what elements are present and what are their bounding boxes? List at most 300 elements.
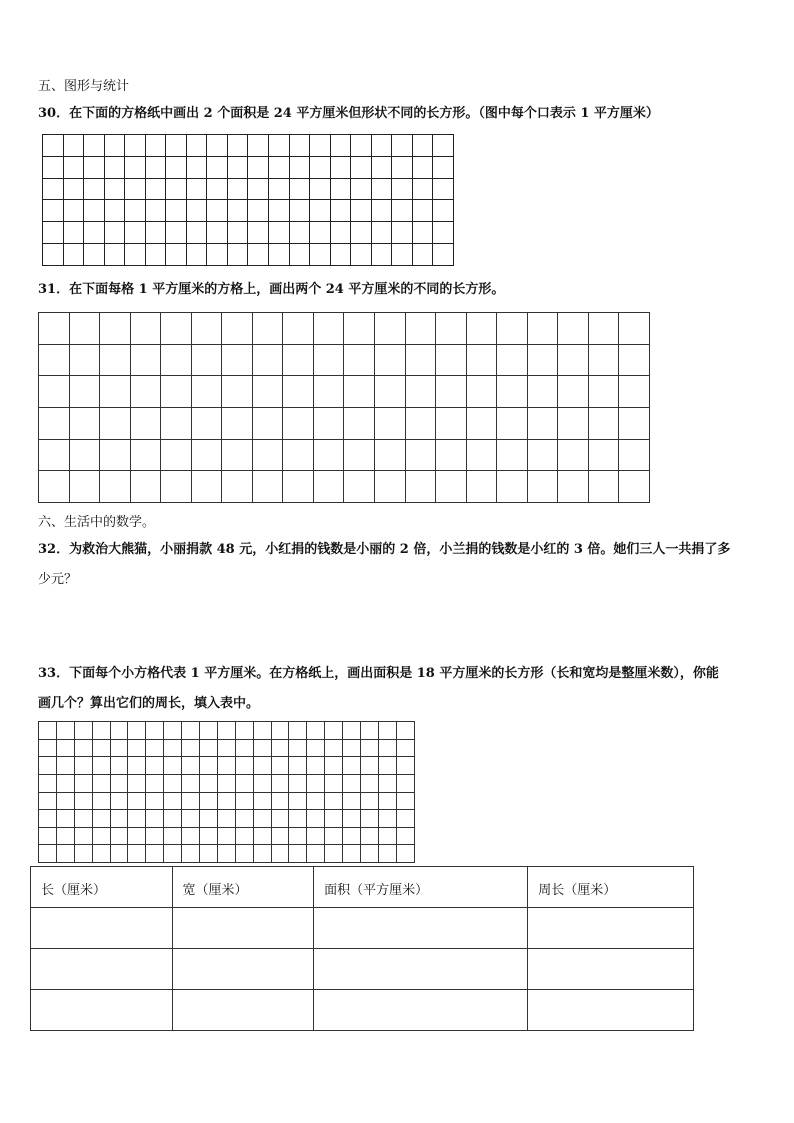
grid-cell[interactable] xyxy=(186,200,207,222)
grid-cell[interactable] xyxy=(344,376,375,408)
grid-cell[interactable] xyxy=(343,792,361,810)
grid-cell[interactable] xyxy=(110,792,128,810)
grid-cell[interactable] xyxy=(351,156,372,178)
grid-cell[interactable] xyxy=(92,845,110,863)
grid-cell[interactable] xyxy=(405,344,436,376)
grid-cell[interactable] xyxy=(289,722,307,740)
table-cell[interactable] xyxy=(528,908,694,949)
grid-cell[interactable] xyxy=(497,376,528,408)
grid-cell[interactable] xyxy=(63,200,84,222)
grid-cell[interactable] xyxy=(558,407,589,439)
grid-cell[interactable] xyxy=(235,792,253,810)
grid-cell[interactable] xyxy=(207,156,228,178)
grid-cell[interactable] xyxy=(253,792,271,810)
grid-cell[interactable] xyxy=(39,774,57,792)
table-cell[interactable] xyxy=(172,908,314,949)
grid-cell[interactable] xyxy=(405,376,436,408)
grid-cell[interactable] xyxy=(39,739,57,757)
grid-cell[interactable] xyxy=(166,135,187,157)
grid-cell[interactable] xyxy=(436,471,467,503)
grid-cell[interactable] xyxy=(375,376,406,408)
grid-cell[interactable] xyxy=(182,792,200,810)
grid-cell[interactable] xyxy=(330,156,351,178)
grid-cell[interactable] xyxy=(436,407,467,439)
grid-cell[interactable] xyxy=(361,739,379,757)
grid-cell[interactable] xyxy=(125,200,146,222)
grid-cell[interactable] xyxy=(371,222,392,244)
grid-cell[interactable] xyxy=(378,739,396,757)
grid-cell[interactable] xyxy=(100,471,131,503)
grid-cell[interactable] xyxy=(92,827,110,845)
grid-cell[interactable] xyxy=(164,774,182,792)
grid-cell[interactable] xyxy=(128,845,146,863)
grid-cell[interactable] xyxy=(325,792,343,810)
grid-cell[interactable] xyxy=(39,757,57,775)
grid-cell[interactable] xyxy=(351,135,372,157)
grid-cell[interactable] xyxy=(145,222,166,244)
grid-cell[interactable] xyxy=(84,135,105,157)
grid-cell[interactable] xyxy=(361,827,379,845)
grid-cell[interactable] xyxy=(164,739,182,757)
grid-cell[interactable] xyxy=(330,222,351,244)
grid-cell[interactable] xyxy=(235,810,253,828)
grid-cell[interactable] xyxy=(146,722,164,740)
grid-cell[interactable] xyxy=(436,313,467,345)
grid-cell[interactable] xyxy=(343,774,361,792)
grid-q33[interactable] xyxy=(38,721,415,863)
table-cell[interactable] xyxy=(314,908,528,949)
grid-cell[interactable] xyxy=(217,774,235,792)
grid-cell[interactable] xyxy=(100,313,131,345)
grid-cell[interactable] xyxy=(289,156,310,178)
grid-cell[interactable] xyxy=(74,810,92,828)
grid-cell[interactable] xyxy=(161,471,192,503)
grid-cell[interactable] xyxy=(200,845,218,863)
grid-cell[interactable] xyxy=(269,156,290,178)
grid-cell[interactable] xyxy=(378,810,396,828)
grid-cell[interactable] xyxy=(227,156,248,178)
grid-cell[interactable] xyxy=(271,774,289,792)
grid-cell[interactable] xyxy=(182,739,200,757)
grid-cell[interactable] xyxy=(92,739,110,757)
grid-cell[interactable] xyxy=(166,222,187,244)
grid-cell[interactable] xyxy=(436,439,467,471)
grid-cell[interactable] xyxy=(343,810,361,828)
grid-cell[interactable] xyxy=(191,313,222,345)
grid-cell[interactable] xyxy=(269,200,290,222)
grid-cell[interactable] xyxy=(104,200,125,222)
grid-cell[interactable] xyxy=(361,810,379,828)
grid-cell[interactable] xyxy=(128,827,146,845)
grid-cell[interactable] xyxy=(110,774,128,792)
grid-cell[interactable] xyxy=(191,471,222,503)
grid-cell[interactable] xyxy=(396,792,414,810)
grid-cell[interactable] xyxy=(161,313,192,345)
table-cell[interactable] xyxy=(172,990,314,1031)
grid-cell[interactable] xyxy=(396,757,414,775)
grid-cell[interactable] xyxy=(412,200,433,222)
grid-cell[interactable] xyxy=(325,810,343,828)
grid-cell[interactable] xyxy=(248,244,269,266)
grid-cell[interactable] xyxy=(433,244,454,266)
grid-cell[interactable] xyxy=(253,827,271,845)
grid-cell[interactable] xyxy=(164,845,182,863)
grid-cell[interactable] xyxy=(110,739,128,757)
grid-cell[interactable] xyxy=(217,827,235,845)
grid-cell[interactable] xyxy=(436,376,467,408)
grid-cell[interactable] xyxy=(392,222,413,244)
grid-cell[interactable] xyxy=(200,722,218,740)
grid-cell[interactable] xyxy=(128,757,146,775)
grid-cell[interactable] xyxy=(283,407,314,439)
grid-cell[interactable] xyxy=(344,344,375,376)
grid-cell[interactable] xyxy=(283,376,314,408)
grid-cell[interactable] xyxy=(235,827,253,845)
grid-cell[interactable] xyxy=(375,439,406,471)
grid-cell[interactable] xyxy=(253,845,271,863)
grid-cell[interactable] xyxy=(343,739,361,757)
grid-cell[interactable] xyxy=(433,200,454,222)
grid-cell[interactable] xyxy=(371,156,392,178)
grid-cell[interactable] xyxy=(92,810,110,828)
grid-cell[interactable] xyxy=(74,774,92,792)
grid-cell[interactable] xyxy=(43,200,64,222)
grid-cell[interactable] xyxy=(56,722,74,740)
grid-cell[interactable] xyxy=(313,376,344,408)
grid-cell[interactable] xyxy=(289,845,307,863)
grid-cell[interactable] xyxy=(396,845,414,863)
grid-cell[interactable] xyxy=(146,810,164,828)
grid-cell[interactable] xyxy=(466,344,497,376)
grid-cell[interactable] xyxy=(344,439,375,471)
grid-cell[interactable] xyxy=(161,439,192,471)
grid-cell[interactable] xyxy=(307,792,325,810)
grid-cell[interactable] xyxy=(271,845,289,863)
grid-cell[interactable] xyxy=(145,200,166,222)
grid-cell[interactable] xyxy=(130,376,161,408)
grid-cell[interactable] xyxy=(371,244,392,266)
grid-cell[interactable] xyxy=(110,722,128,740)
grid-cell[interactable] xyxy=(166,200,187,222)
grid-cell[interactable] xyxy=(222,376,253,408)
grid-cell[interactable] xyxy=(104,244,125,266)
grid-cell[interactable] xyxy=(325,739,343,757)
grid-cell[interactable] xyxy=(207,222,228,244)
grid-cell[interactable] xyxy=(222,407,253,439)
grid-cell[interactable] xyxy=(619,407,650,439)
grid-cell[interactable] xyxy=(43,156,64,178)
grid-cell[interactable] xyxy=(56,810,74,828)
grid-cell[interactable] xyxy=(186,222,207,244)
grid-cell[interactable] xyxy=(271,739,289,757)
grid-cell[interactable] xyxy=(392,156,413,178)
grid-cell[interactable] xyxy=(146,845,164,863)
grid-cell[interactable] xyxy=(182,845,200,863)
grid-cell[interactable] xyxy=(325,827,343,845)
grid-cell[interactable] xyxy=(43,178,64,200)
grid-cell[interactable] xyxy=(344,313,375,345)
grid-cell[interactable] xyxy=(161,344,192,376)
grid-cell[interactable] xyxy=(361,792,379,810)
grid-cell[interactable] xyxy=(271,722,289,740)
grid-q30[interactable] xyxy=(42,134,454,266)
grid-cell[interactable] xyxy=(217,845,235,863)
grid-cell[interactable] xyxy=(330,244,351,266)
grid-cell[interactable] xyxy=(69,471,100,503)
grid-cell[interactable] xyxy=(227,222,248,244)
grid-cell[interactable] xyxy=(56,792,74,810)
grid-cell[interactable] xyxy=(378,774,396,792)
grid-cell[interactable] xyxy=(125,178,146,200)
grid-cell[interactable] xyxy=(307,757,325,775)
grid-cell[interactable] xyxy=(396,810,414,828)
grid-cell[interactable] xyxy=(310,156,331,178)
grid-cell[interactable] xyxy=(74,722,92,740)
grid-cell[interactable] xyxy=(253,757,271,775)
table-cell[interactable] xyxy=(172,949,314,990)
grid-cell[interactable] xyxy=(253,810,271,828)
grid-cell[interactable] xyxy=(222,439,253,471)
grid-cell[interactable] xyxy=(325,774,343,792)
grid-cell[interactable] xyxy=(100,407,131,439)
grid-cell[interactable] xyxy=(252,344,283,376)
grid-cell[interactable] xyxy=(146,792,164,810)
grid-cell[interactable] xyxy=(56,774,74,792)
grid-cell[interactable] xyxy=(56,845,74,863)
table-cell[interactable] xyxy=(31,949,173,990)
grid-cell[interactable] xyxy=(191,439,222,471)
grid-cell[interactable] xyxy=(378,827,396,845)
grid-cell[interactable] xyxy=(110,810,128,828)
grid-cell[interactable] xyxy=(128,792,146,810)
grid-cell[interactable] xyxy=(207,178,228,200)
grid-cell[interactable] xyxy=(289,757,307,775)
grid-cell[interactable] xyxy=(130,344,161,376)
grid-cell[interactable] xyxy=(146,774,164,792)
grid-cell[interactable] xyxy=(271,757,289,775)
grid-cell[interactable] xyxy=(207,200,228,222)
grid-cell[interactable] xyxy=(128,722,146,740)
grid-cell[interactable] xyxy=(235,757,253,775)
grid-cell[interactable] xyxy=(307,774,325,792)
grid-cell[interactable] xyxy=(227,178,248,200)
grid-cell[interactable] xyxy=(130,313,161,345)
grid-cell[interactable] xyxy=(378,757,396,775)
grid-cell[interactable] xyxy=(227,244,248,266)
grid-cell[interactable] xyxy=(130,407,161,439)
grid-cell[interactable] xyxy=(392,244,413,266)
grid-cell[interactable] xyxy=(200,757,218,775)
grid-cell[interactable] xyxy=(182,757,200,775)
grid-cell[interactable] xyxy=(39,845,57,863)
grid-cell[interactable] xyxy=(361,757,379,775)
grid-cell[interactable] xyxy=(186,135,207,157)
grid-cell[interactable] xyxy=(392,200,413,222)
grid-cell[interactable] xyxy=(252,439,283,471)
grid-cell[interactable] xyxy=(466,471,497,503)
grid-cell[interactable] xyxy=(558,439,589,471)
grid-cell[interactable] xyxy=(39,313,70,345)
grid-cell[interactable] xyxy=(283,439,314,471)
grid-cell[interactable] xyxy=(253,739,271,757)
grid-cell[interactable] xyxy=(164,792,182,810)
grid-cell[interactable] xyxy=(104,178,125,200)
grid-cell[interactable] xyxy=(39,344,70,376)
grid-cell[interactable] xyxy=(588,407,619,439)
grid-cell[interactable] xyxy=(161,407,192,439)
grid-cell[interactable] xyxy=(310,178,331,200)
grid-cell[interactable] xyxy=(619,344,650,376)
grid-cell[interactable] xyxy=(307,810,325,828)
grid-cell[interactable] xyxy=(74,845,92,863)
grid-cell[interactable] xyxy=(39,376,70,408)
grid-cell[interactable] xyxy=(125,135,146,157)
grid-cell[interactable] xyxy=(74,739,92,757)
grid-cell[interactable] xyxy=(248,135,269,157)
grid-cell[interactable] xyxy=(69,439,100,471)
grid-cell[interactable] xyxy=(375,313,406,345)
grid-cell[interactable] xyxy=(39,471,70,503)
grid-cell[interactable] xyxy=(283,344,314,376)
grid-cell[interactable] xyxy=(378,845,396,863)
grid-cell[interactable] xyxy=(343,722,361,740)
grid-cell[interactable] xyxy=(222,471,253,503)
grid-cell[interactable] xyxy=(56,739,74,757)
grid-cell[interactable] xyxy=(325,722,343,740)
grid-cell[interactable] xyxy=(92,722,110,740)
grid-cell[interactable] xyxy=(145,244,166,266)
grid-cell[interactable] xyxy=(125,156,146,178)
grid-cell[interactable] xyxy=(39,722,57,740)
grid-cell[interactable] xyxy=(466,407,497,439)
grid-cell[interactable] xyxy=(307,722,325,740)
grid-cell[interactable] xyxy=(619,313,650,345)
grid-cell[interactable] xyxy=(375,471,406,503)
grid-cell[interactable] xyxy=(248,156,269,178)
grid-cell[interactable] xyxy=(128,810,146,828)
grid-cell[interactable] xyxy=(235,739,253,757)
grid-cell[interactable] xyxy=(63,156,84,178)
grid-cell[interactable] xyxy=(343,757,361,775)
grid-cell[interactable] xyxy=(217,792,235,810)
grid-cell[interactable] xyxy=(344,407,375,439)
table-cell[interactable] xyxy=(314,949,528,990)
grid-cell[interactable] xyxy=(396,774,414,792)
grid-cell[interactable] xyxy=(252,407,283,439)
grid-cell[interactable] xyxy=(125,244,146,266)
grid-cell[interactable] xyxy=(392,178,413,200)
grid-cell[interactable] xyxy=(69,344,100,376)
grid-cell[interactable] xyxy=(269,135,290,157)
table-cell[interactable] xyxy=(31,908,173,949)
grid-cell[interactable] xyxy=(74,792,92,810)
grid-cell[interactable] xyxy=(222,344,253,376)
grid-cell[interactable] xyxy=(588,313,619,345)
grid-cell[interactable] xyxy=(392,135,413,157)
grid-cell[interactable] xyxy=(396,827,414,845)
grid-cell[interactable] xyxy=(84,200,105,222)
grid-cell[interactable] xyxy=(330,178,351,200)
grid-cell[interactable] xyxy=(289,222,310,244)
grid-cell[interactable] xyxy=(289,178,310,200)
grid-cell[interactable] xyxy=(63,222,84,244)
grid-cell[interactable] xyxy=(433,222,454,244)
grid-cell[interactable] xyxy=(558,376,589,408)
grid-cell[interactable] xyxy=(164,757,182,775)
grid-cell[interactable] xyxy=(405,313,436,345)
grid-cell[interactable] xyxy=(497,439,528,471)
grid-cell[interactable] xyxy=(207,135,228,157)
grid-cell[interactable] xyxy=(289,810,307,828)
grid-cell[interactable] xyxy=(200,810,218,828)
grid-cell[interactable] xyxy=(396,739,414,757)
grid-cell[interactable] xyxy=(39,792,57,810)
grid-cell[interactable] xyxy=(497,313,528,345)
grid-cell[interactable] xyxy=(125,222,146,244)
grid-cell[interactable] xyxy=(313,344,344,376)
grid-cell[interactable] xyxy=(252,471,283,503)
grid-cell[interactable] xyxy=(330,200,351,222)
grid-cell[interactable] xyxy=(271,827,289,845)
grid-q31[interactable] xyxy=(38,312,650,503)
grid-cell[interactable] xyxy=(128,774,146,792)
grid-cell[interactable] xyxy=(325,757,343,775)
grid-cell[interactable] xyxy=(466,376,497,408)
grid-cell[interactable] xyxy=(166,244,187,266)
grid-cell[interactable] xyxy=(145,135,166,157)
grid-cell[interactable] xyxy=(200,792,218,810)
grid-cell[interactable] xyxy=(69,407,100,439)
grid-cell[interactable] xyxy=(558,471,589,503)
grid-cell[interactable] xyxy=(74,827,92,845)
grid-cell[interactable] xyxy=(313,471,344,503)
grid-cell[interactable] xyxy=(527,439,558,471)
grid-cell[interactable] xyxy=(200,774,218,792)
grid-cell[interactable] xyxy=(313,313,344,345)
grid-cell[interactable] xyxy=(351,244,372,266)
grid-cell[interactable] xyxy=(375,344,406,376)
grid-cell[interactable] xyxy=(63,178,84,200)
grid-cell[interactable] xyxy=(235,845,253,863)
grid-cell[interactable] xyxy=(310,222,331,244)
grid-cell[interactable] xyxy=(344,471,375,503)
grid-cell[interactable] xyxy=(191,344,222,376)
grid-cell[interactable] xyxy=(378,792,396,810)
grid-cell[interactable] xyxy=(466,313,497,345)
grid-cell[interactable] xyxy=(412,178,433,200)
grid-cell[interactable] xyxy=(361,722,379,740)
grid-cell[interactable] xyxy=(412,244,433,266)
grid-cell[interactable] xyxy=(412,222,433,244)
grid-cell[interactable] xyxy=(371,135,392,157)
grid-cell[interactable] xyxy=(310,135,331,157)
grid-cell[interactable] xyxy=(588,344,619,376)
grid-cell[interactable] xyxy=(351,178,372,200)
grid-cell[interactable] xyxy=(405,439,436,471)
grid-cell[interactable] xyxy=(207,244,228,266)
grid-cell[interactable] xyxy=(375,407,406,439)
grid-cell[interactable] xyxy=(310,244,331,266)
grid-cell[interactable] xyxy=(161,376,192,408)
grid-cell[interactable] xyxy=(92,757,110,775)
grid-cell[interactable] xyxy=(39,810,57,828)
grid-cell[interactable] xyxy=(289,244,310,266)
grid-cell[interactable] xyxy=(128,739,146,757)
grid-cell[interactable] xyxy=(396,722,414,740)
grid-cell[interactable] xyxy=(436,344,467,376)
grid-cell[interactable] xyxy=(361,845,379,863)
grid-cell[interactable] xyxy=(310,200,331,222)
